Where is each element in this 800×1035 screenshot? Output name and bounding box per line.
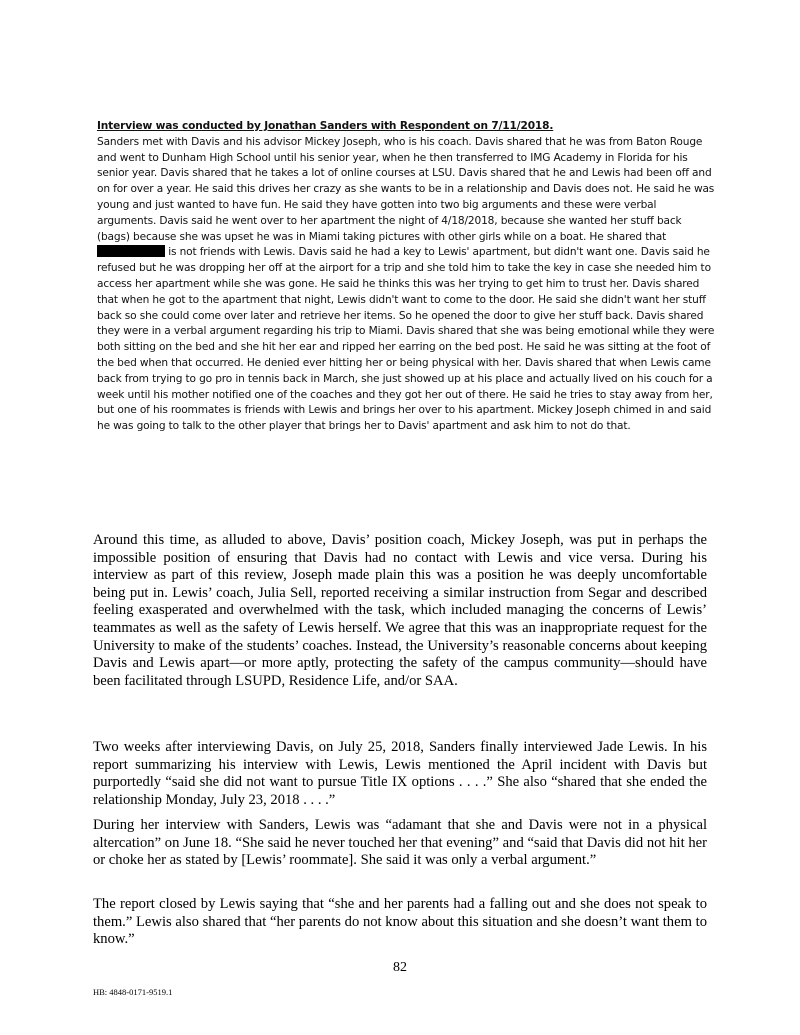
document-id: HB: 4848-0171-9519.1 (93, 987, 173, 997)
paragraph-adamant (93, 817, 707, 870)
page-number: 82 (393, 960, 407, 975)
paragraph-text: Two weeks after interviewing Davis, on July 25, 2018, Sanders finally interviewed Jade Lewis. In his report summarizing his interview with Lewis, Lewis mentioned the April incident with Davis but purportedly “said she did not want to pursue Title IX options . . . .” She also “shared that she ended the relationship Monday, July 23, 2018 . . . .” (93, 739, 707, 808)
excerpt-text-part-1: Sanders met with Davis and his advisor Mickey Joseph, who is his coach. Davis shared that he was from Baton Rouge and went to Dunham High School until his senior year, when he then transferred to IMG Academy in Florida for his senior year. Davis shared that he takes a lot of online courses at LSU. Davis shared that he and Lewis had been off and on for over a year. He said this drives her crazy as she wants to be in a relationship and Davis does not. He said he was young and just wanted to have fun. He said they have gotten into two big arguments and these were verbal arguments. Davis said he went over to her apartment the night of 4/18/2018, because she wanted her stuff back (bags) because she was upset he was in Miami taking pictures with other girls while on a boat. He shared that (97, 135, 715, 243)
paragraph-text: During her interview with Sanders, Lewis was “adamant that she and Davis were not in a physical altercation” on June 18. “She said he never touched her that evening” and “said that Davis did not hit her or choke her as stated by [Lewis’ roommate]. She said it was only a verbal argument.” (93, 817, 707, 869)
paragraph-text: The report closed by Lewis saying that “she and her parents had a falling out and she does not speak to them.” Lewis also shared that “her parents do not know about this situation and she doesn’t want them to know.” (93, 896, 707, 948)
interview-heading: Interview was conducted by Jonathan Sanders with Respondent on 7/11/2018. (97, 120, 554, 132)
paragraph-coaches (93, 532, 707, 690)
paragraph-lewis-interview (93, 739, 707, 809)
paragraph-text: Around this time, as alluded to above, Davis’ position coach, Mickey Joseph, was put in perhaps the impossible position of ensuring that Davis had no contact with Lewis and vice versa. During his interview as part of this review, Joseph made plain this was a position he was deeply uncomfortable being put in. Lewis’ coach, Julia Sell, reported receiving a similar instruction from Segar and described feeling exasperated and overwhelmed with the task, which included managing the concerns of Lewis’ teammates as well as the safety of Lewis herself. We agree that this was an inappropriate request for the University to make of the students’ coaches. Instead, the University’s reasonable concerns about keeping Davis and Lewis apart—or more aptly, protecting the safety of the campus community—should have been facilitated through LSUPD, Residence Life, and/or SAA. (93, 532, 707, 689)
excerpt-text-part-2: is not friends with Lewis. Davis said he had a key to Lewis' apartment, but didn't want one. Davis said he refused but he was dropping her off at the airport for a trip and she told him to take the key in case she needed him to access her apartment while she was gone. He said he thinks this was her trying to get him to trust her. Davis shared that when he got to the apartment that night, Lewis didn't want to come to the door. He said she didn't want her stuff back so she could come over later and retrieve her items. So he opened the door to give her stuff back. Davis shared they were in a verbal argument regarding his trip to Miami. Davis shared that she was being emotional while they were both sitting on the bed and she hit her ear and ripped her earring on the bed post. He said he was sitting at the foot of the bed when that occurred. He denied ever hitting her or being physical with her. Davis shared that when Lewis came back from trying to go pro in tennis back in March, she just showed up at his place and actually lived on his couch for a week until his mother notified one of the coaches and they got her out of there. He said he tries to stay away from her, but one of his roommates is friends with Lewis and brings her over to his apartment. Mickey Joseph chimed in and said he was going to talk to the other player that brings her to Davis' apartment and ask him to not do that. (97, 246, 715, 433)
interview-excerpt (97, 119, 717, 435)
paragraph-report-closed (93, 896, 707, 949)
redaction-box (97, 245, 165, 257)
